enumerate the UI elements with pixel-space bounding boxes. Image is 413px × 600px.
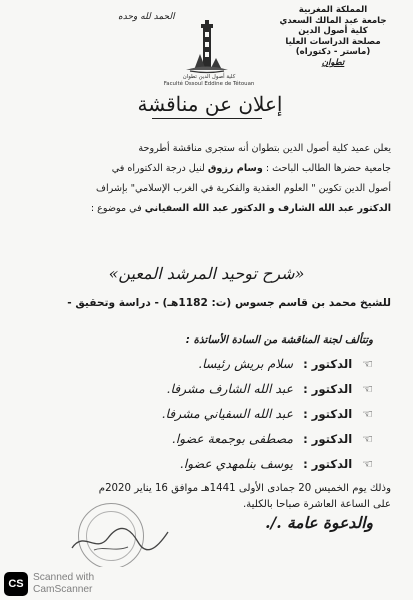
watermark-line-1: Scanned with: [33, 572, 95, 583]
member-name: عبد الله السفياني مشرفا.: [161, 406, 294, 421]
time-line: على الساعة العاشرة صباحا بالكلية.: [242, 499, 391, 510]
header-city: تطوان: [321, 57, 345, 68]
date-line: وذلك يوم الخميس 20 جمادى الأولى 1441هـ موافق 16 يناير 2020م: [98, 483, 391, 494]
header-line: مصلحة الدراسات العليا: [285, 36, 381, 47]
page-title: إعلان عن مناقشة: [137, 92, 283, 116]
pointing-hand-icon: ☜: [362, 407, 373, 421]
member-name: عبد الله الشارف مشرفا.: [166, 381, 294, 396]
announcement-line-2: [19, 160, 391, 178]
faculty-tower-logo-icon: [176, 20, 238, 82]
pointing-hand-icon: ☜: [362, 357, 373, 371]
line4-suffix: في موضوع :: [90, 203, 142, 214]
watermark-line-2: CamScanner: [33, 584, 93, 595]
thesis-author-line: للشيخ محمد بن قاسم جسوس (ت: 1182هـ) - دراسة وتحقيق -: [67, 297, 391, 309]
announcement-line-3: أصول الدين تكوين " العلوم العقدية والفكرية في الغرب الإسلامي" بإشراف: [96, 183, 391, 194]
logo-caption-arabic: كلية أصول الدين تطوان: [182, 74, 236, 80]
line2-suffix: لنيل درجة الدكتوراه في: [111, 163, 205, 174]
member-name: سلام بريش رئيسا.: [198, 356, 294, 371]
title-underline: [152, 118, 262, 119]
watermark-text: [33, 572, 94, 596]
header-basmala: الحمد لله وحده: [118, 12, 175, 22]
member-name: يوسف بنلمهدي عضوا.: [179, 456, 294, 471]
header-line: كلية أصول الدين: [298, 26, 368, 37]
logo-caption: [160, 74, 258, 88]
member-title: الدكتور :: [303, 357, 353, 371]
member-title: الدكتور :: [303, 382, 353, 396]
announcement-line-4: [19, 200, 391, 218]
student-name: وسام رزوق: [207, 163, 263, 174]
committee-member: [43, 406, 373, 424]
committee-member: [43, 456, 373, 474]
pointing-hand-icon: ☜: [362, 457, 373, 471]
member-title: الدكتور :: [303, 432, 353, 446]
line2-prefix: جامعية حضرها الطالب الباحث :: [265, 163, 391, 174]
logo-caption-latin: Faculté Ossoul Eddine de Tétouan: [163, 80, 255, 87]
announcement-line-1: يعلن عميد كلية أصول الدين بتطوان أنه ستجرى مناقشة أطروحة: [138, 143, 391, 154]
committee-member: [43, 431, 373, 449]
committee-title: وتتألف لجنة المناقشة من السادة الأساتذة :: [185, 334, 373, 346]
member-name: مصطفى بوجمعة عضوا.: [171, 431, 294, 446]
camscanner-logo-icon: CS: [4, 572, 28, 596]
pointing-hand-icon: ☜: [362, 432, 373, 446]
member-title: الدكتور :: [303, 407, 353, 421]
invitation-note: والدعوة عامة ./.: [265, 513, 373, 532]
member-title: الدكتور :: [303, 457, 353, 471]
thesis-topic: «شرح توحيد المرشد المعين»: [108, 264, 305, 283]
institution-header: [263, 5, 403, 69]
header-line: المملكة المغربية: [298, 5, 368, 15]
signature-icon: [64, 520, 174, 558]
committee-member: [43, 381, 373, 399]
header-line: (ماستر - دكتوراه): [295, 47, 371, 58]
supervisors: الدكتور عبد الله الشارف و الدكتور عبد الله السفياني: [144, 203, 391, 214]
header-line: جامعة عبد المالك السعدي: [279, 15, 387, 26]
committee-member: [43, 356, 373, 374]
pointing-hand-icon: ☜: [362, 382, 373, 396]
